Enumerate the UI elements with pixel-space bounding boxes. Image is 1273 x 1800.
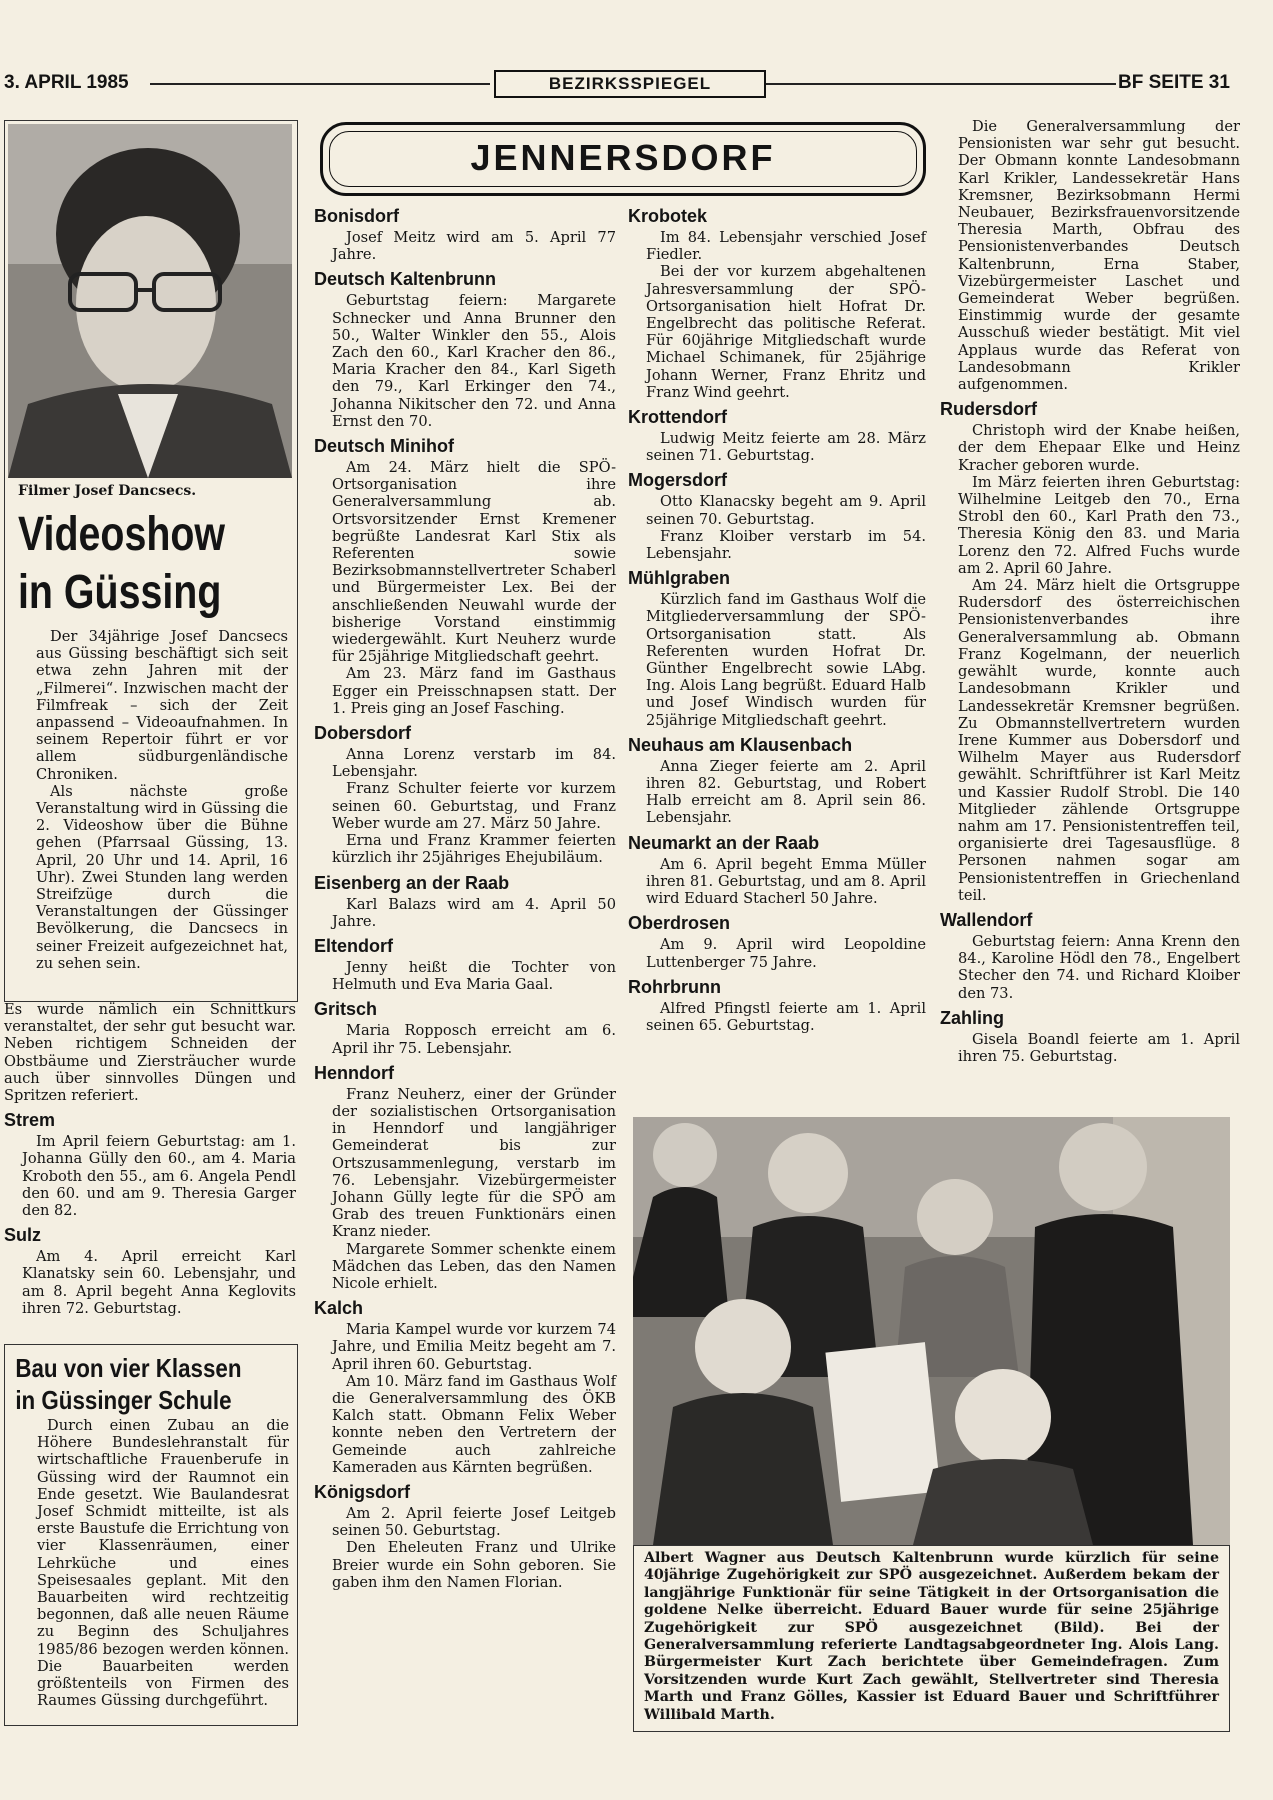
group-photo bbox=[633, 1117, 1230, 1545]
text-muehlgraben: Kürzlich fand im Gasthaus Wolf die Mitgliederversammlung der SPÖ-Ortsorganisation statt. Als Referenten wurden Hofrat Dr. Günther Engelbrecht sowie LAbg. Ing. Alois Lang begrüßt. Eduard Halb und Josef Windisch wurden für 25jährige Mitgliedschaft geehrt. bbox=[646, 591, 926, 729]
text-pensionisten: Die Generalversammlung der Pensionisten war sehr gut besucht. Der Obmann konnte Landesobmann Karl Krikler, Landessekretär Hans Kremsner, Bezirksobmann Hermi Neubauer, Bezirksfrauenvorsitzende Theresia Marth, Obfrau des Pensionistenverbandes Deutsch Kaltenbrunn, Erna Staber, Vizebürgermeister Laschet und Gemeinderat Weber begrüßen. Einstimmig wurde der gesamte Ausschuß wieder bestätigt. Mit viel Applaus wurde das Referat von Landesobmann Krikler aufgenommen. bbox=[958, 118, 1240, 394]
text-oberdrosen: Am 9. April wird Leopoldine Luttenberger 75 Jahre. bbox=[646, 936, 926, 971]
portrait-image bbox=[8, 124, 292, 478]
text-koenigsdorf: Den Eheleuten Franz und Ulrike Breier wurde ein Sohn geboren. Sie gaben ihm den Namen Florian. bbox=[332, 1539, 616, 1591]
text-deutsch-minihof: Am 24. März hielt die SPÖ-Ortsorganisation ihre Generalversammlung ab. Ortsvorsitzender Ernst Kremener begrüßte Landesrat Karl Stix als Referenten sowie Bezirksobmannstellvertreter Schaberl und Bürgermeister Lex. Bei der anschließenden Neuwahl wurde der bisherige Vorstand einstimmig wiedergewählt. Kurt Neuherz wurde für 25jährige Mitgliedschaft geehrt. bbox=[332, 459, 616, 666]
text-rohrbrunn: Alfred Pfingstl feierte am 1. April seinen 65. Geburtstag. bbox=[646, 999, 926, 1034]
text-henndorf: Margarete Sommer schenkte einem Mädchen das Leben, das den Namen Nicole erhielt. bbox=[332, 1240, 616, 1292]
heading-muehlgraben: Mühlgraben bbox=[628, 568, 730, 589]
text-kalch: Maria Kampel wurde vor kurzem 74 Jahre, und Emilia Meitz begeht am 7. April ihren 60. Geburtstag. bbox=[332, 1321, 616, 1373]
text-mogersdorf: Franz Kloiber verstarb im 54. Lebensjahr. bbox=[646, 527, 926, 563]
page-number: BF SEITE 31 bbox=[1118, 72, 1230, 93]
heading-krobotek: Krobotek bbox=[628, 206, 708, 226]
schule-title-line1: Bau von vier Klassen bbox=[15, 1353, 242, 1383]
jennersdorf-banner bbox=[320, 122, 926, 196]
text-dobersdorf: Franz Schulter feierte vor kurzem seinen 60. Geburtstag, und Franz Weber wurde am 27. März 50 Jahre. bbox=[332, 780, 616, 832]
schule-box bbox=[4, 1344, 298, 1726]
jennersdorf-col3 bbox=[940, 118, 1240, 1065]
heading-eisenberg: Eisenberg an der Raab bbox=[314, 872, 510, 893]
heading-oberdrosen: Oberdrosen bbox=[628, 913, 731, 934]
heading-eltendorf: Eltendorf bbox=[314, 935, 393, 956]
text-sulz: Am 4. April erreicht Karl Klanatsky sein 60. Lebensjahr, und am 8. April begeht Anna Keglovits ihren 72. Geburtstag. bbox=[22, 1248, 296, 1317]
heading-deutsch-minihof: Deutsch Minihof bbox=[314, 436, 454, 457]
heading-henndorf: Henndorf bbox=[314, 1062, 394, 1083]
header-rule-right bbox=[766, 83, 1116, 85]
text-bonisdorf: Josef Meitz wird am 5. April 77 Jahre. bbox=[332, 229, 616, 264]
heading-kalch: Kalch bbox=[314, 1298, 364, 1319]
videoshow-article bbox=[36, 628, 288, 972]
videoshow-title-line1: Videoshow bbox=[18, 508, 226, 561]
heading-krottendorf: Krottendorf bbox=[628, 407, 727, 428]
portrait-caption: Filmer Josef Dancsecs. bbox=[18, 483, 197, 499]
text-krobotek: Im 84. Lebensjahr verschied Josef Fiedler. bbox=[646, 229, 926, 264]
text-wallendorf: Geburtstag feiern: Anna Krenn den 84., Karoline Hödl den 78., Engelbert Stecher den 74. und Richard Kloiber den 73. bbox=[958, 932, 1240, 1002]
article-paragraph: Der 34jährige Josef Dancsecs aus Güssing beschäftigt sich seit etwa zehn Jahren mit der „Filmerei“. Inzwischen macht der Filmfreak – sich der Zeit anpassend – Videoaufnahmen. In seinem Repertoir führt er vor allem südburgenländische Chroniken. bbox=[36, 628, 288, 783]
text-krobotek: Bei der vor kurzem abgehaltenen Jahresversammlung der SPÖ-Ortsorganisation hielt Hofrat Dr. Engelbrecht das politische Referat. Für 60jährige Mitgliedschaft wurde Michael Schimanek, für 25jährige Johann Werner, Franz Ehritz und Franz Wind geehrt. bbox=[646, 263, 926, 401]
heading-zahling: Zahling bbox=[940, 1007, 1004, 1028]
schule-title-line2: in Güssinger Schule bbox=[15, 1385, 232, 1415]
text-rudersdorf: Am 24. März hielt die Ortsgruppe Rudersdorf des österreichischen Pensionistenverbandes ihre Generalversammlung ab. Obmann Franz Kogelmann, der neuerlich gewählt wurde, konnte auch Landesobmann Krikler und Landessekretär Kremsner begrüßen. Zu Obmannstellvertretern wurden Irene Kummer aus Dobersdorf und Wilhelm Mayer aus Rudersdorf gewählt. Schriftführer ist Karl Meitz und Kassier Rudolf Strobl. Die 140 Mitglieder zählende Ortsgruppe nahm am 17. Pensionistentreffen teil, organisierte drei Tagesausflüge. 8 Personen nahmen sogar am Pensionistentreffen in Griechenland teil. bbox=[958, 577, 1240, 904]
text-krottendorf: Ludwig Meitz feierte am 28. März seinen 71. Geburtstag. bbox=[646, 430, 926, 465]
issue-date: 3. APRIL 1985 bbox=[4, 72, 129, 93]
text-rudersdorf: Christoph wird der Knabe heißen, der dem Ehepaar Elke und Heinz Kracher geboren wurde. bbox=[958, 422, 1240, 474]
heading-neumarkt: Neumarkt an der Raab bbox=[628, 832, 820, 853]
group-photo-image bbox=[633, 1117, 1230, 1545]
videoshow-title-line2: in Güssing bbox=[18, 566, 222, 619]
heading-sulz: Sulz bbox=[4, 1225, 42, 1246]
header-rule-left bbox=[150, 83, 490, 85]
text-strem: Im April feiern Geburtstag: am 1. Johanna Gülly den 60., am 4. Maria Kroboth den 55., am 6. Angela Pendl den 60. und am 9. Theresia Garger den 82. bbox=[22, 1133, 296, 1220]
text-deutsch-minihof: Am 23. März fand im Gasthaus Egger ein Preisschnapsen statt. Der 1. Preis ging an Josef Fasching. bbox=[332, 665, 616, 717]
heading-dobersdorf: Dobersdorf bbox=[314, 723, 412, 744]
text-zahling: Gisela Boandl feierte am 1. April ihren 75. Geburtstag. bbox=[958, 1030, 1240, 1065]
heading-bonisdorf: Bonisdorf bbox=[314, 206, 399, 226]
schnittkurs-text: Es wurde nämlich ein Schnittkurs veranstaltet, der sehr gut besucht war. Neben richtigem Schneiden der Obstbäume und Ziersträucher wurde auch über sinnvolles Düngen und Spritzen referiert. bbox=[4, 1001, 296, 1105]
section-title: BEZIRKSSPIEGEL bbox=[494, 70, 766, 98]
heading-rudersdorf: Rudersdorf bbox=[940, 399, 1038, 420]
text-rudersdorf: Im März feierten ihren Geburtstag: Wilhelmine Leitgeb den 70., Erna Strobl den 60., Karl Prath den 73., Theresia König den 83. und Maria Lorenz den 72. Alfred Fuchs wurde am 2. April 60 Jahre. bbox=[958, 473, 1240, 577]
text-koenigsdorf: Am 2. April feierte Josef Leitgeb seinen 50. Geburtstag. bbox=[332, 1504, 616, 1540]
text-dobersdorf: Erna und Franz Krammer feierten kürzlich ihr 25jähriges Ehejubiläum. bbox=[332, 832, 616, 867]
left-lower-column bbox=[4, 1001, 296, 1317]
heading-wallendorf: Wallendorf bbox=[940, 909, 1033, 930]
jennersdorf-title: JENNERSDORF bbox=[329, 131, 917, 187]
heading-mogersdorf: Mogersdorf bbox=[628, 470, 727, 491]
schule-article: Durch einen Zubau an die Höhere Bundeslehranstalt für wirtschaftliche Frauenberufe in Güssing wird der Raumnot ein Ende gesetzt. Wie Baulandesrat Josef Schmidt mitteilte, ist als erste Baustufe die Errichtung von vier Klassenräumen, einer Lehrküche und eines Speisesaales geplant. Mit den Bauarbeiten wird rechtzeitig begonnen, daß alle neuen Räume zu Beginn des Schuljahres 1985/86 bezogen werden können. Die Bauarbeiten werden größtenteils von Firmen des Raumes Güssing durchgeführt. bbox=[37, 1417, 289, 1710]
heading-neuhaus: Neuhaus am Klausenbach bbox=[628, 734, 853, 755]
article-paragraph: Als nächste große Veranstaltung wird in Güssing die 2. Videoshow über die Bühne gehen (Pfarrsaal Güssing, 13. April, 20 Uhr und 14. April, 16 Uhr). Zwei Stunden lang werden Streifzüge durch die Veranstaltungen der Güssinger Bevölkerung, die Dancsecs in seiner Freizeit aufgezeichnet hat, zu sehen sein. bbox=[36, 782, 288, 972]
group-photo-caption: Albert Wagner aus Deutsch Kaltenbrunn wurde kürzlich für seine 40jährige Zugehörigkeit zur SPÖ ausgezeichnet. Außerdem bekam der langjährige Funktionär für seine Tätigkeit in der Ortsorganisation die goldene Nelke überreicht. Eduard Bauer wurde für seine 25jährige Zugehörigkeit zur SPÖ ausgezeichnet (Bild). Bei der Generalversammlung referierte Landtagsabgeordneter Ing. Alois Lang. Bürgermeister Kurt Zach berichtete über Gemeindefragen. Zum Vorsitzenden wurde Kurt Zach gewählt, Stellvertreter sind Theresia Marth und Franz Gölles, Kassier ist Eduard Bauer und Schriftführer Willibald Marth. bbox=[633, 1545, 1230, 1732]
jennersdorf-col1 bbox=[314, 200, 616, 1591]
text-henndorf: Franz Neuherz, einer der Gründer der sozialistischen Ortsorganisation in Henndorf und langjähriger Gemeinderat bis zur Ortszusammenlegung, verstarb im 76. Lebensjahr. Vizebürgermeister Johann Gülly legte für die SPÖ am Grab des treuen Funktionärs einen Kranz nieder. bbox=[332, 1085, 616, 1241]
text-deutsch-kaltenbrunn: Geburtstag feiern: Margarete Schnecker und Anna Brunner den 50., Walter Winkler den 55., Alois Zach den 60., Karl Kracher den 86., Maria Kracher den 84., Karl Sigeth den 79., Karl Erkinger den 74., Johanna Nikitscher den 72. und Anna Ernst den 70. bbox=[332, 292, 616, 430]
text-eltendorf: Jenny heißt die Tochter von Helmuth und Eva Maria Gaal. bbox=[332, 958, 616, 994]
heading-rohrbrunn: Rohrbrunn bbox=[628, 976, 721, 997]
text-eisenberg: Karl Balazs wird am 4. April 50 Jahre. bbox=[332, 895, 616, 930]
text-kalch: Am 10. März fand im Gasthaus Wolf die Generalversammlung des ÖKB Kalch statt. Obmann Felix Weber konnte neben den Vertretern der Gemeinde auch zahlreiche Kameraden aus Kärnten begrüßen. bbox=[332, 1372, 616, 1476]
portrait-photo bbox=[8, 124, 292, 478]
heading-koenigsdorf: Königsdorf bbox=[314, 1481, 410, 1502]
heading-gritsch: Gritsch bbox=[314, 999, 378, 1020]
text-dobersdorf: Anna Lorenz verstarb im 84. Lebensjahr. bbox=[332, 746, 616, 781]
text-neumarkt: Am 6. April begeht Emma Müller ihren 81. Geburtstag, und am 8. April wird Eduard Stacherl 50 Jahre. bbox=[646, 855, 926, 908]
text-mogersdorf: Otto Klanacsky begeht am 9. April seinen 70. Geburtstag. bbox=[646, 493, 926, 528]
page-header bbox=[4, 70, 1244, 98]
heading-strem: Strem bbox=[4, 1110, 56, 1131]
heading-deutsch-kaltenbrunn: Deutsch Kaltenbrunn bbox=[314, 269, 497, 290]
jennersdorf-col2 bbox=[628, 200, 926, 1034]
text-gritsch: Maria Ropposch erreicht am 6. April ihr 75. Lebensjahr. bbox=[332, 1022, 616, 1057]
text-neuhaus: Anna Zieger feierte am 2. April ihren 82. Geburtstag, und Robert Halb erreicht am 8. April sein 86. Lebensjahr. bbox=[646, 757, 926, 827]
